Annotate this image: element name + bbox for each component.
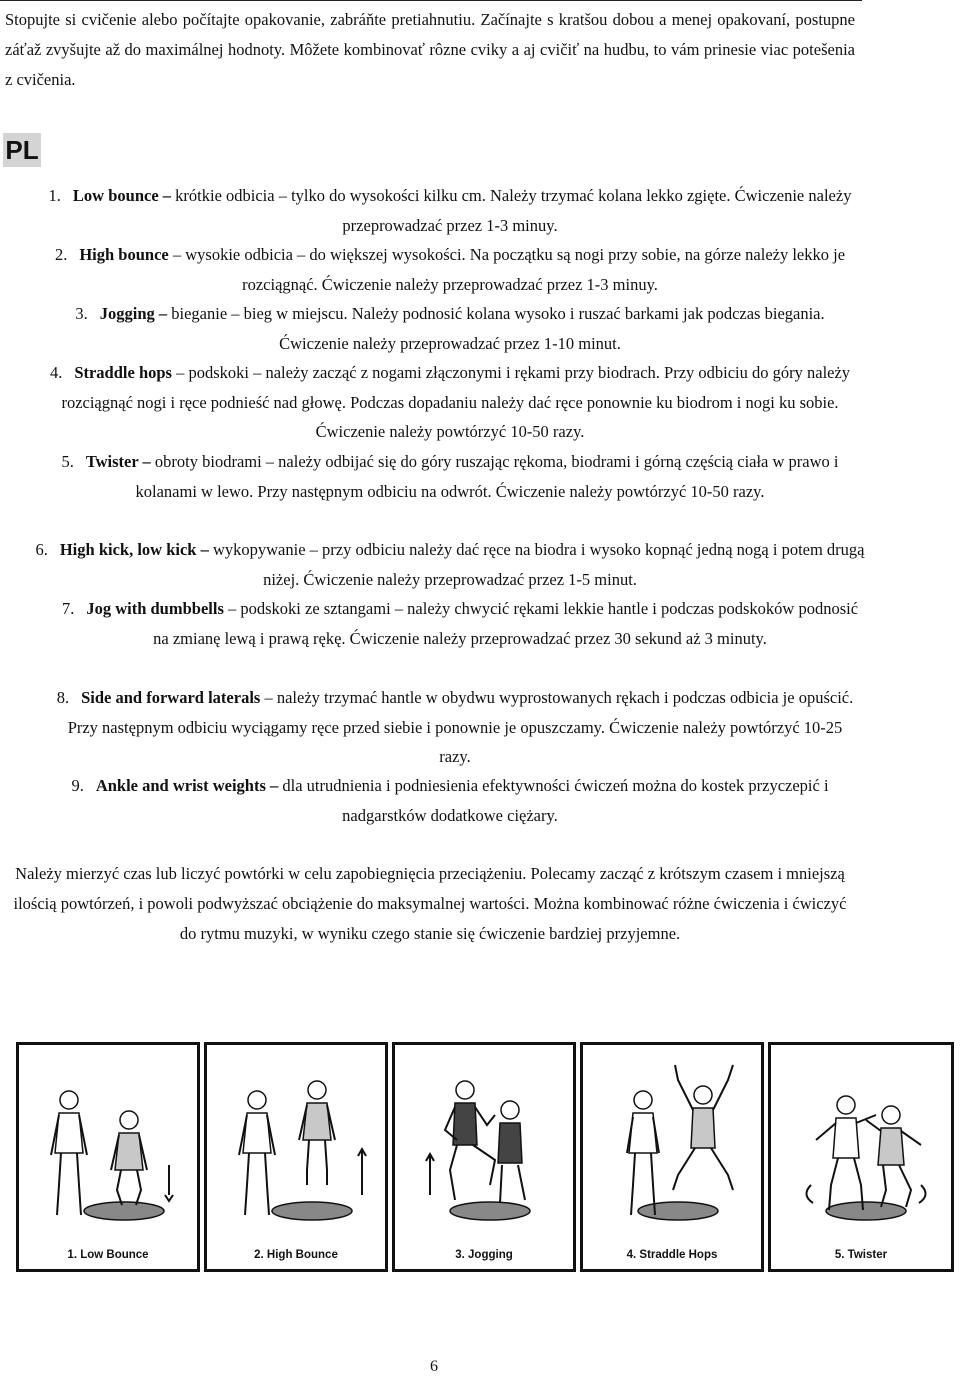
item-number: 6. (35, 540, 48, 559)
item-number: 9. (71, 776, 84, 795)
figure-low-bounce-icon (19, 1045, 197, 1269)
illustration-twister (768, 1042, 954, 1272)
item-title: Straddle hops (74, 363, 172, 382)
item-number: 2. (54, 245, 68, 264)
item-text: wykopywanie – przy odbiciu należy dać ręce na biodra i wysoko kopnąć jedną nogą i potem drugą niżej. Ćwiczenie należy przeprowadzać przez 1-5 minut. (208, 540, 865, 589)
item-title: Twister – (85, 452, 151, 471)
list-item-9 (40, 771, 860, 830)
item-text: – podskoki ze sztangami – należy chwycić rękami lekkie hantle i podczas podskoków podnosić na zmianę lewą i prawą rękę. Ćwiczenie należy przeprowadzać przez 30 sekund aż 3 minuty. (153, 599, 859, 648)
illustration-low-bounce (16, 1042, 200, 1272)
closing-paragraph: Należy mierzyć czas lub liczyć powtórki w celu zapobiegnięcia przeciążeniu. Polecamy zacząć z krótszym czasem i mniejszą ilością powtórzeń, i powoli podwyższać obciążenie do maksymalnej wartości. Można kombinować różne ćwiczenia i ćwiczyć do rytmu muzyki, w wyniku czego stanie się ćwiczenie bardziej przyjemne. (13, 864, 847, 943)
illustration-strip (16, 1042, 954, 1362)
list-item-1 (40, 181, 860, 240)
item-title: Side and forward laterals (81, 688, 261, 707)
list-item-4 (40, 358, 860, 447)
illustration-straddle-hops (580, 1042, 764, 1272)
illustration-high-bounce (204, 1042, 388, 1272)
language-badge: PL (3, 133, 41, 167)
list-item-2 (40, 240, 860, 299)
illustration-label: 4. Straddle Hops (626, 1249, 718, 1261)
list-item-3 (40, 299, 860, 358)
item-number: 5. (61, 452, 74, 471)
figure-jogging-icon (395, 1045, 573, 1269)
illustration-label: 5. Twister (834, 1249, 888, 1261)
item-title: Jogging – (99, 304, 168, 323)
item-number: 1. (48, 186, 61, 205)
top-rule (0, 0, 862, 1)
item-title: High kick, low kick – (59, 540, 209, 559)
illustration-label: 2. High Bounce (254, 1249, 338, 1261)
item-title: Ankle and wrist weights – (95, 776, 279, 795)
item-title: High bounce (79, 245, 169, 264)
page-number: 6 (430, 1358, 438, 1375)
illustration-label: 1. Low Bounce (67, 1249, 149, 1261)
item-text: – podskoki – należy zacząć z nogami złączonymi i rękami przy biodrach. Przy odbiciu do góry należy rozciągnąć nogi i ręce podnieść nad głowę. Podczas dopadaniu należy dać ręce ponownie ku biodrom i nogi ku sobie. Ćwiczenie należy powtórzyć 10-50 razy. (61, 363, 851, 441)
item-number: 3. (75, 304, 88, 323)
list-item-7 (60, 594, 860, 653)
figure-straddle-hops-icon (583, 1045, 761, 1269)
item-text: bieganie – bieg w miejscu. Należy podnosić kolana wysoko i ruszać barkami jak podczas biegania. Ćwiczenie należy przeprowadzać przez 1-10 minut. (167, 304, 825, 353)
item-title: Low bounce – (72, 186, 172, 205)
item-text: dla utrudnienia i podniesienia efektywności ćwiczeń można do kostek przyczepić i nadgarstków dodatkowe ciężary. (278, 776, 829, 825)
illustration-jogging (392, 1042, 576, 1272)
item-number: 4. (49, 363, 63, 382)
item-text: krótkie odbicia – tylko do wysokości kilku cm. Należy trzymać kolana lekko zgięte. Ćwiczenie należy przeprowadzać przez 1-3 minuy. (171, 186, 852, 235)
item-text: obroty biodrami – należy odbijać się do góry ruszając rękoma, biodrami i górną częścią ciała w prawo i kolanami w lewo. Przy następnym odbiciu na odwrót. Ćwiczenie należy powtórzyć 10-50 razy. (135, 452, 839, 501)
list-item-8 (50, 683, 860, 772)
illustration-label: 3. Jogging (455, 1249, 513, 1261)
intro-paragraph: Stopujte si cvičenie alebo počítajte opakovanie, zabráňte pretiahnutiu. Začínajte s kratšou dobou a menej opakovaní, postupne záťaž zvyšujte až do maximálnej hodnoty. Môžete kombinovať rôzne cviky a aj cvičiť na hudbu, to vám prinesie viac potešenia z cvičenia. (5, 10, 855, 89)
item-number: 8. (56, 688, 70, 707)
list-item-6 (30, 535, 870, 594)
item-text: – wysokie odbicia – do większej wysokości. Na początku są nogi przy sobie, na górze należy lekko je rozciągnąć. Ćwiczenie należy przeprowadzać przez 1-3 minuy. (168, 245, 846, 294)
item-title: Jog with dumbbells (86, 599, 224, 618)
item-text: – należy trzymać hantle w obydwu wyprostowanych rękach i podczas odbicia je opuścić. Przy następnym odbiciu wyciągamy ręce przed siebie i ponownie je opuszczamy. Ćwiczenie należy powtórzyć 10-25 razy. (67, 688, 854, 766)
list-item-5 (40, 447, 860, 506)
figure-high-bounce-icon (207, 1045, 385, 1269)
item-number: 7. (61, 599, 75, 618)
figure-twister-icon (771, 1045, 951, 1269)
